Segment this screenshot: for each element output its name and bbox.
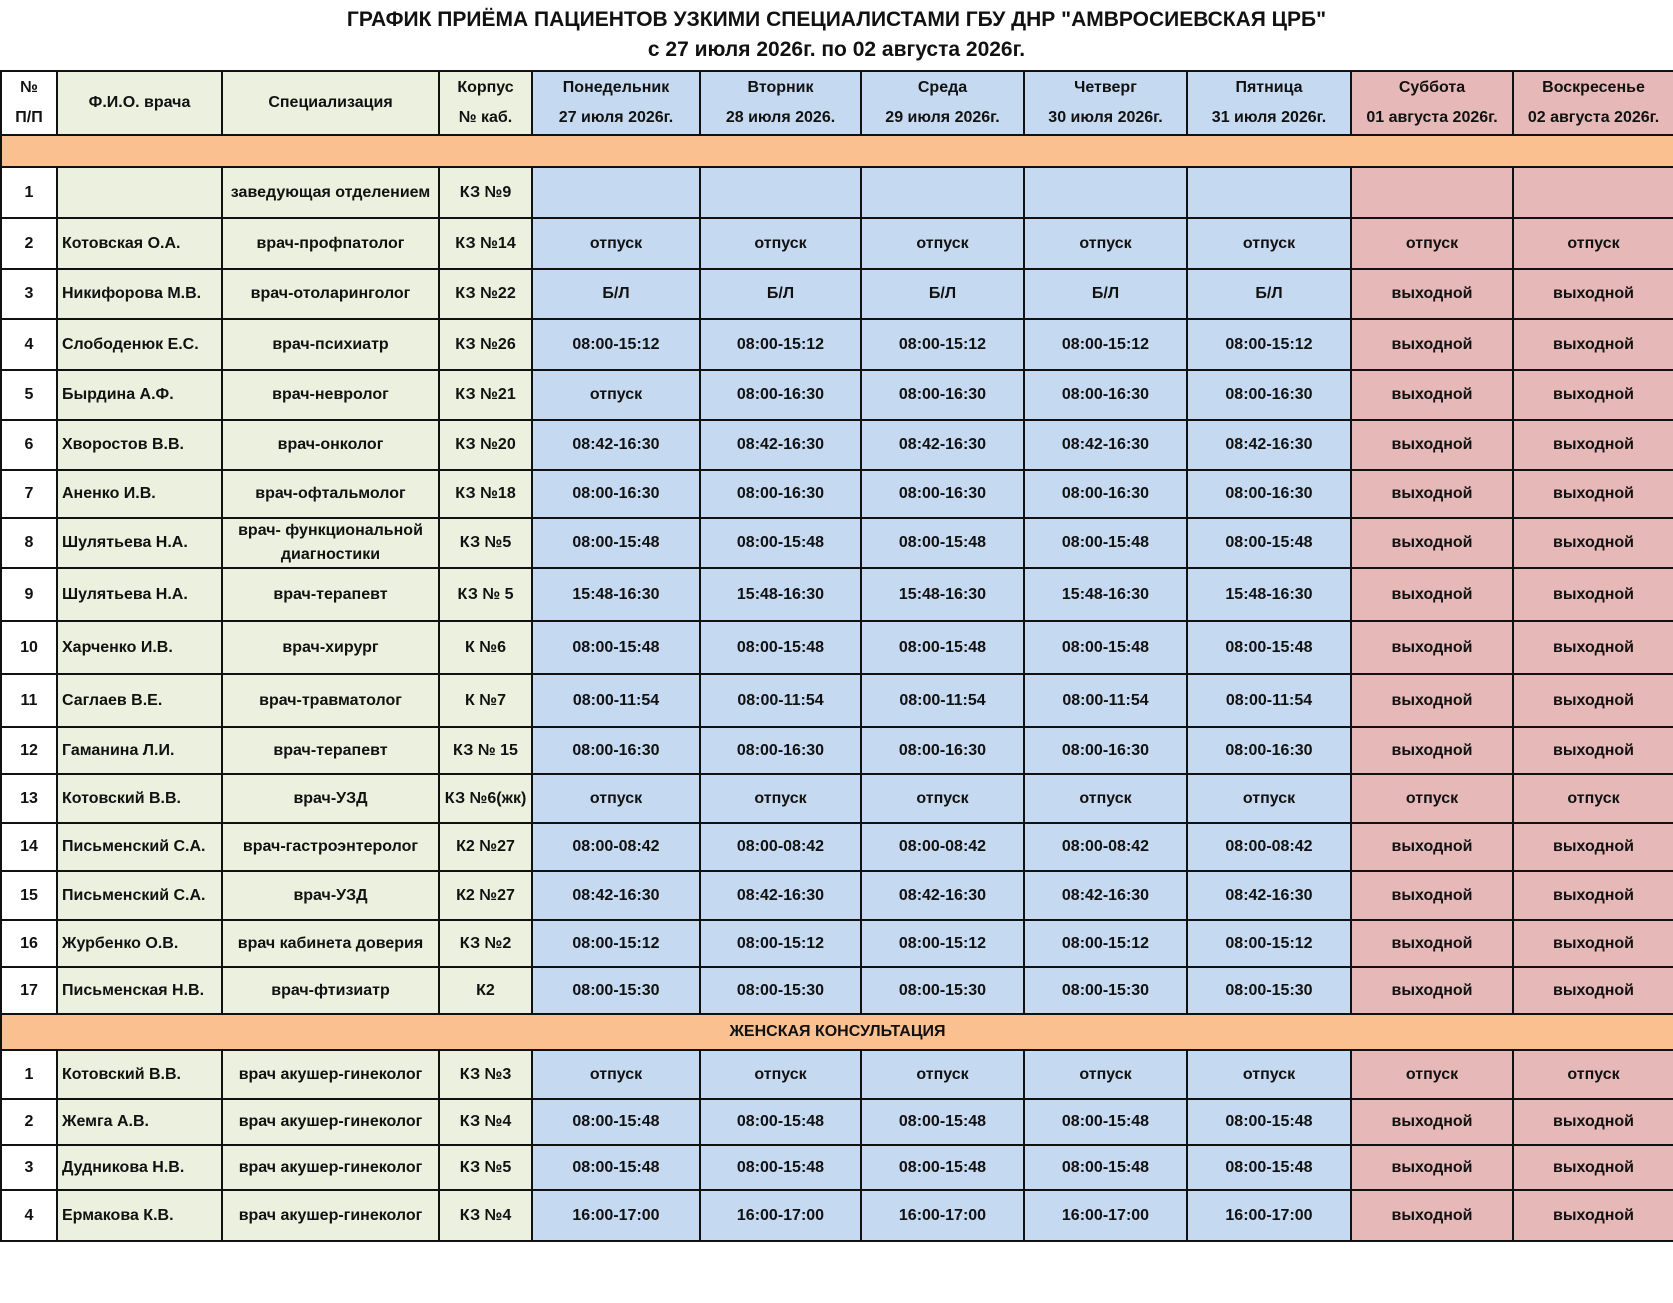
col-header-fio: Ф.И.О. врача [57,71,222,135]
doctor-name: Котовская О.А. [57,218,222,269]
schedule-cell: отпуск [1351,218,1513,269]
schedule-cell [1024,167,1187,218]
schedule-cell: Б/Л [532,269,700,319]
schedule-cell: отпуск [1351,1050,1513,1099]
schedule-cell: 08:00-15:30 [861,967,1024,1014]
schedule-cell: 08:00-15:48 [1024,621,1187,674]
schedule-cell: 08:42-16:30 [861,871,1024,920]
table-row [1,674,1673,727]
schedule-cell: 08:00-15:48 [1187,1145,1351,1190]
schedule-cell: 08:42-16:30 [1187,420,1351,470]
row-number: 4 [1,319,57,370]
schedule-body [1,135,1673,1241]
building-room: КЗ №22 [439,269,532,319]
table-row [1,218,1673,269]
col-header-day: Воскресенье 02 августа 2026г. [1513,71,1673,135]
building-room: КЗ №18 [439,470,532,518]
building-room: К2 №27 [439,871,532,920]
schedule-cell: 08:00-11:54 [1187,674,1351,727]
schedule-cell: отпуск [532,370,700,420]
schedule-cell: выходной [1351,470,1513,518]
schedule-cell: отпуск [861,1050,1024,1099]
schedule-cell: 15:48-16:30 [1187,568,1351,621]
schedule-cell: выходной [1513,1145,1673,1190]
row-number: 13 [1,774,57,823]
col-header-day: Понедельник 27 июля 2026г. [532,71,700,135]
schedule-cell: 08:00-11:54 [1024,674,1187,727]
schedule-cell: Б/Л [861,269,1024,319]
row-number: 3 [1,269,57,319]
specialization: заведующая отделением [222,167,439,218]
specialization: врач-УЗД [222,774,439,823]
specialization: врач-терапевт [222,727,439,774]
schedule-cell: 08:00-15:48 [861,518,1024,568]
table-row [1,319,1673,370]
section-label [1,135,1673,167]
doctor-name: Саглаев В.Е. [57,674,222,727]
row-number: 9 [1,568,57,621]
table-row [1,1190,1673,1241]
schedule-cell: выходной [1513,871,1673,920]
schedule-cell: отпуск [1513,774,1673,823]
schedule-cell: 08:00-08:42 [861,823,1024,871]
schedule-cell: 16:00-17:00 [861,1190,1024,1241]
doctor-name: Никифорова М.В. [57,269,222,319]
specialization: врач-УЗД [222,871,439,920]
schedule-cell: выходной [1351,920,1513,967]
building-room: К №6 [439,621,532,674]
building-room: КЗ №21 [439,370,532,420]
section-label: ЖЕНСКАЯ КОНСУЛЬТАЦИЯ [1,1014,1673,1050]
schedule-cell: выходной [1351,370,1513,420]
row-number: 6 [1,420,57,470]
table-row [1,167,1673,218]
row-number: 17 [1,967,57,1014]
schedule-cell: Б/Л [1024,269,1187,319]
schedule-cell: 08:42-16:30 [1024,420,1187,470]
schedule-cell: 08:00-15:48 [700,518,861,568]
schedule-cell [700,167,861,218]
schedule-cell: выходной [1351,823,1513,871]
schedule-cell: отпуск [1024,218,1187,269]
row-number: 15 [1,871,57,920]
schedule-cell: 08:00-16:30 [700,727,861,774]
schedule-cell: выходной [1513,967,1673,1014]
table-row [1,727,1673,774]
schedule-cell: 08:00-16:30 [1187,370,1351,420]
schedule-cell: выходной [1351,674,1513,727]
schedule-cell: выходной [1513,1190,1673,1241]
table-row [1,518,1673,568]
table-row [1,967,1673,1014]
row-number: 10 [1,621,57,674]
specialization: врач-профпатолог [222,218,439,269]
schedule-cell [861,167,1024,218]
row-number: 3 [1,1145,57,1190]
schedule-cell: 08:00-15:12 [700,319,861,370]
schedule-cell: выходной [1513,420,1673,470]
schedule-cell: 08:00-15:48 [1187,1099,1351,1145]
col-header-day: Пятница 31 июля 2026г. [1187,71,1351,135]
building-room: КЗ №5 [439,1145,532,1190]
row-number: 12 [1,727,57,774]
schedule-cell: 08:00-15:48 [1024,1099,1187,1145]
col-header-day: Четверг 30 июля 2026г. [1024,71,1187,135]
schedule-cell: 08:00-16:30 [1024,727,1187,774]
building-room: К2 [439,967,532,1014]
doctor-name: Дудникова Н.В. [57,1145,222,1190]
building-room: КЗ №4 [439,1099,532,1145]
table-row [1,871,1673,920]
schedule-cell: 08:00-15:12 [1024,920,1187,967]
row-number: 4 [1,1190,57,1241]
doctor-name: Слободенюк Е.С. [57,319,222,370]
building-room: КЗ № 5 [439,568,532,621]
schedule-cell: выходной [1351,621,1513,674]
schedule-cell: отпуск [1351,774,1513,823]
schedule-cell: 08:00-15:48 [700,621,861,674]
building-room: К2 №27 [439,823,532,871]
schedule-cell: 08:42-16:30 [700,420,861,470]
schedule-cell: 16:00-17:00 [1024,1190,1187,1241]
table-row [1,370,1673,420]
row-number: 5 [1,370,57,420]
schedule-cell: отпуск [861,218,1024,269]
schedule-cell: 08:42-16:30 [532,871,700,920]
schedule-cell: 08:42-16:30 [1024,871,1187,920]
row-number: 2 [1,1099,57,1145]
schedule-table [0,70,1673,1242]
schedule-cell: выходной [1513,269,1673,319]
schedule-cell: 08:00-11:54 [861,674,1024,727]
specialization: врач- функциональной диагностики [222,518,439,568]
building-room: КЗ №14 [439,218,532,269]
schedule-cell: выходной [1513,319,1673,370]
schedule-cell: 15:48-16:30 [700,568,861,621]
schedule-cell: выходной [1351,269,1513,319]
schedule-cell: 08:00-16:30 [861,370,1024,420]
table-row [1,269,1673,319]
specialization: врач акушер-гинеколог [222,1190,439,1241]
page-title: ГРАФИК ПРИЁМА ПАЦИЕНТОВ УЗКИМИ СПЕЦИАЛИСТАМИ ГБУ ДНР "АМВРОСИЕВСКАЯ ЦРБ" [346,8,1327,31]
schedule-cell: 08:00-15:48 [1024,1145,1187,1190]
building-room: КЗ №5 [439,518,532,568]
building-room: КЗ №6(жк) [439,774,532,823]
schedule-cell: выходной [1513,1099,1673,1145]
schedule-cell: 08:00-16:30 [1024,470,1187,518]
schedule-cell: выходной [1351,518,1513,568]
doctor-name: Котовский В.В. [57,774,222,823]
schedule-cell: выходной [1513,470,1673,518]
schedule-cell: отпуск [1187,1050,1351,1099]
schedule-cell: отпуск [1024,1050,1187,1099]
schedule-cell: 08:00-16:30 [1187,727,1351,774]
schedule-cell: 08:00-11:54 [532,674,700,727]
schedule-cell: отпуск [700,218,861,269]
table-row [1,920,1673,967]
section-header-row [1,135,1673,167]
schedule-cell: 15:48-16:30 [532,568,700,621]
schedule-cell: 08:00-16:30 [700,370,861,420]
row-number: 1 [1,1050,57,1099]
schedule-cell: 16:00-17:00 [700,1190,861,1241]
schedule-cell: выходной [1351,871,1513,920]
specialization: врач-хирург [222,621,439,674]
schedule-cell: 08:00-15:12 [1024,319,1187,370]
schedule-cell: 16:00-17:00 [532,1190,700,1241]
schedule-cell: отпуск [700,1050,861,1099]
schedule-cell [532,167,700,218]
row-number: 7 [1,470,57,518]
schedule-cell: 08:00-15:30 [700,967,861,1014]
doctor-name: Письменская Н.В. [57,967,222,1014]
specialization: врач кабинета доверия [222,920,439,967]
schedule-cell: 08:00-11:54 [700,674,861,727]
schedule-cell: 08:00-15:30 [1187,967,1351,1014]
schedule-cell: Б/Л [700,269,861,319]
header-row [1,71,1673,135]
doctor-name: Бырдина А.Ф. [57,370,222,420]
table-row [1,1145,1673,1190]
schedule-cell: 08:42-16:30 [532,420,700,470]
doctor-name: Гаманина Л.И. [57,727,222,774]
schedule-cell: 08:00-15:48 [1187,621,1351,674]
schedule-cell: выходной [1513,674,1673,727]
schedule-cell: выходной [1513,727,1673,774]
row-number: 14 [1,823,57,871]
row-number: 16 [1,920,57,967]
schedule-cell: выходной [1351,727,1513,774]
specialization: врач-терапевт [222,568,439,621]
specialization: врач-отоларинголог [222,269,439,319]
schedule-cell: 08:00-15:12 [1187,920,1351,967]
schedule-cell: отпуск [1024,774,1187,823]
building-room: КЗ №20 [439,420,532,470]
schedule-cell: выходной [1513,920,1673,967]
schedule-cell: 08:00-16:30 [700,470,861,518]
doctor-name: Шулятьева Н.А. [57,568,222,621]
doctor-name: Ермакова К.В. [57,1190,222,1241]
schedule-cell: выходной [1351,1099,1513,1145]
schedule-cell: 08:00-15:12 [861,920,1024,967]
schedule-cell: 08:00-16:30 [1187,470,1351,518]
schedule-cell: 08:00-15:48 [532,1099,700,1145]
table-row [1,470,1673,518]
schedule-cell: 08:00-16:30 [861,727,1024,774]
doctor-name: Котовский В.В. [57,1050,222,1099]
schedule-cell: 08:00-08:42 [1024,823,1187,871]
table-row [1,823,1673,871]
doctor-name: Харченко И.В. [57,621,222,674]
schedule-cell: 08:00-08:42 [700,823,861,871]
row-number: 11 [1,674,57,727]
specialization: врач-офтальмолог [222,470,439,518]
doctor-name [57,167,222,218]
schedule-cell: отпуск [861,774,1024,823]
schedule-cell: отпуск [1513,218,1673,269]
page-subtitle-period: с 27 июля 2026г. по 02 августа 2026г. [647,38,1026,61]
doctor-name: Журбенко О.В. [57,920,222,967]
table-row [1,1050,1673,1099]
specialization: врач акушер-гинеколог [222,1099,439,1145]
row-number: 8 [1,518,57,568]
section-header-row [1,1014,1673,1050]
schedule-cell: отпуск [532,218,700,269]
doctor-name: Письменский С.А. [57,871,222,920]
schedule-cell: 08:00-15:30 [1024,967,1187,1014]
doctor-name: Письменский С.А. [57,823,222,871]
schedule-cell: 08:00-15:48 [532,1145,700,1190]
doctor-name: Шулятьева Н.А. [57,518,222,568]
specialization: врач-невролог [222,370,439,420]
table-row [1,568,1673,621]
schedule-cell: отпуск [1187,218,1351,269]
building-room: КЗ №4 [439,1190,532,1241]
col-header-building-room: Корпус № каб. [439,71,532,135]
schedule-cell: отпуск [532,774,700,823]
schedule-cell: 08:00-16:30 [1024,370,1187,420]
col-header-day: Вторник 28 июля 2026. [700,71,861,135]
title-block [0,0,1673,70]
table-row [1,1099,1673,1145]
specialization: врач акушер-гинеколог [222,1050,439,1099]
schedule-cell: Б/Л [1187,269,1351,319]
col-header-number: № П/П [1,71,57,135]
schedule-cell: 08:42-16:30 [861,420,1024,470]
schedule-cell [1351,167,1513,218]
schedule-cell: выходной [1513,568,1673,621]
schedule-cell: 08:00-16:30 [861,470,1024,518]
doctor-name: Хворостов В.В. [57,420,222,470]
schedule-cell: выходной [1351,420,1513,470]
schedule-cell: 08:00-15:48 [1024,518,1187,568]
building-room: КЗ №3 [439,1050,532,1099]
schedule-cell: отпуск [532,1050,700,1099]
schedule-cell: 08:42-16:30 [700,871,861,920]
schedule-cell: 08:00-15:12 [700,920,861,967]
doctor-name: Аненко И.В. [57,470,222,518]
schedule-cell: 16:00-17:00 [1187,1190,1351,1241]
doctor-name: Жемга А.В. [57,1099,222,1145]
schedule-cell: 08:00-15:12 [532,319,700,370]
table-row [1,420,1673,470]
row-number: 1 [1,167,57,218]
schedule-cell: выходной [1351,319,1513,370]
building-room: КЗ № 15 [439,727,532,774]
schedule-cell: выходной [1351,1145,1513,1190]
table-row [1,621,1673,674]
schedule-cell: 08:00-15:48 [861,1099,1024,1145]
schedule-cell: 08:00-15:48 [532,518,700,568]
schedule-cell: 08:00-15:48 [700,1099,861,1145]
specialization: врач-фтизиатр [222,967,439,1014]
schedule-cell: 08:00-15:12 [861,319,1024,370]
schedule-cell: 08:00-15:48 [532,621,700,674]
specialization: врач акушер-гинеколог [222,1145,439,1190]
schedule-cell: 08:00-16:30 [532,470,700,518]
schedule-cell: 08:00-15:48 [1187,518,1351,568]
schedule-cell: 08:00-15:30 [532,967,700,1014]
row-number: 2 [1,218,57,269]
schedule-cell: отпуск [700,774,861,823]
schedule-cell: выходной [1351,1190,1513,1241]
table-row [1,774,1673,823]
schedule-cell: 15:48-16:30 [1024,568,1187,621]
schedule-cell: 08:00-15:48 [861,621,1024,674]
schedule-cell: выходной [1513,370,1673,420]
schedule-cell: 08:00-15:12 [1187,319,1351,370]
schedule-cell [1513,167,1673,218]
building-room: КЗ №9 [439,167,532,218]
schedule-cell: выходной [1513,621,1673,674]
schedule-cell: 08:42-16:30 [1187,871,1351,920]
schedule-cell: отпуск [1187,774,1351,823]
schedule-cell: отпуск [1513,1050,1673,1099]
building-room: К №7 [439,674,532,727]
schedule-cell: 08:00-15:48 [700,1145,861,1190]
schedule-cell: 08:00-15:12 [532,920,700,967]
specialization: врач-гастроэнтеролог [222,823,439,871]
schedule-cell: 08:00-08:42 [532,823,700,871]
col-header-day: Среда 29 июля 2026г. [861,71,1024,135]
schedule-cell: 08:00-15:48 [861,1145,1024,1190]
col-header-specialization: Специализация [222,71,439,135]
schedule-cell: 08:00-16:30 [532,727,700,774]
schedule-cell: выходной [1513,823,1673,871]
specialization: врач-травматолог [222,674,439,727]
specialization: врач-онколог [222,420,439,470]
specialization: врач-психиатр [222,319,439,370]
building-room: КЗ №26 [439,319,532,370]
building-room: КЗ №2 [439,920,532,967]
schedule-cell [1187,167,1351,218]
schedule-cell: выходной [1351,568,1513,621]
col-header-day: Суббота 01 августа 2026г. [1351,71,1513,135]
schedule-cell: 15:48-16:30 [861,568,1024,621]
schedule-cell: выходной [1351,967,1513,1014]
schedule-cell: выходной [1513,518,1673,568]
schedule-cell: 08:00-08:42 [1187,823,1351,871]
